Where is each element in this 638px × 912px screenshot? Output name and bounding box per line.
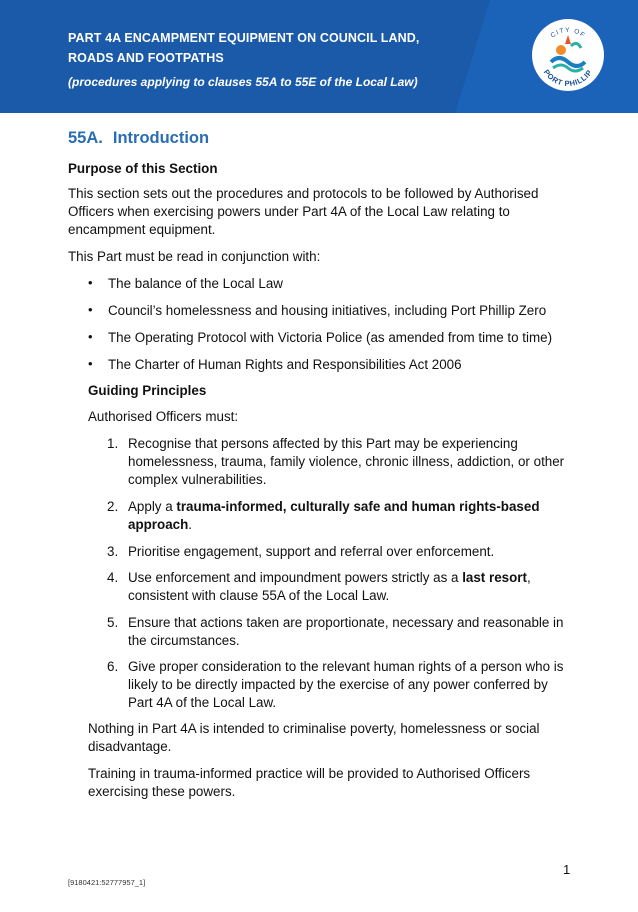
city-of-port-phillip-logo — [531, 18, 605, 92]
closing-paragraph-2-line-2: exercising these powers. — [88, 784, 236, 799]
section-title: Introduction — [112, 129, 210, 147]
closing-paragraph-1-line-1: Nothing in Part 4A is intended to criminalise poverty, homelessness or social — [88, 721, 540, 736]
principle-4-bold-text: last resort — [462, 570, 527, 585]
principle-number: 4. — [107, 570, 119, 585]
principle-6-line-1: Give proper consideration to the relevant human rights of a person who is — [128, 659, 564, 674]
header-title — [68, 28, 448, 68]
svg-text:CITY OF: CITY OF — [549, 26, 587, 40]
principle-number: 5. — [107, 615, 119, 630]
principle-5-line-1: Ensure that actions taken are proportionate, necessary and reasonable in — [128, 615, 564, 630]
principle-1-line-3: complex vulnerabilities. — [128, 472, 267, 487]
principle-6-line-2: likely to be directly impacted by the exercise of any power conferred by — [128, 677, 548, 692]
principle-number: 3. — [107, 544, 119, 559]
header-subtitle: (procedures applying to clauses 55A to 55E of the Local Law) — [68, 75, 418, 89]
purpose-heading: Purpose of this Section — [68, 161, 218, 176]
principle-5-line-2: the circumstances. — [128, 633, 240, 648]
purpose-paragraph-line-2: Officers when exercising powers under Part 4A of the Local Law relating to — [68, 204, 510, 219]
closing-paragraph-2-line-1: Training in trauma-informed practice will be provided to Authorised Officers — [88, 766, 531, 781]
bullet-item: The Operating Protocol with Victoria Police (as amended from time to time) — [108, 330, 553, 345]
header-title-line-1: PART 4A ENCAMPMENT EQUIPMENT ON COUNCIL LAND, — [68, 31, 420, 45]
conjunction-intro: This Part must be read in conjunction with: — [68, 249, 321, 264]
principle-number: 1. — [107, 436, 119, 451]
principle-1-line-2: homelessness, trauma, family violence, chronic illness, addiction, or other — [128, 454, 565, 469]
principle-1-line-1: Recognise that persons affected by this Part may be experiencing — [128, 436, 518, 451]
purpose-paragraph-line-1: This section sets out the procedures and protocols to be followed by Authorised — [68, 186, 539, 201]
principle-6-line-3: Part 4A of the Local Law. — [128, 695, 277, 710]
principle-number: 2. — [107, 499, 119, 514]
principle-4-suffix: , — [526, 570, 531, 585]
principle-item-6 — [128, 658, 573, 712]
principle-item-4 — [128, 569, 573, 605]
bullet-dot: • — [88, 275, 93, 290]
bullet-item: The Charter of Human Rights and Responsibilities Act 2006 — [108, 357, 462, 372]
section-number: 55A. — [68, 129, 103, 147]
principle-item-1 — [128, 435, 573, 489]
document-reference: [9180421:52777957_1] — [68, 878, 146, 887]
principle-3-line-1: Prioritise engagement, support and referral over enforcement. — [128, 544, 495, 559]
principle-2-bold-text-cont: approach — [128, 517, 189, 532]
bullet-dot: • — [88, 329, 93, 344]
closing-paragraph-1-line-2: disadvantage. — [88, 739, 172, 754]
purpose-paragraph-line-3: encampment equipment. — [68, 222, 216, 237]
principle-4-prefix: Use enforcement and impoundment powers strictly as a — [128, 570, 463, 585]
section-heading — [68, 129, 209, 148]
principle-item-2 — [128, 498, 573, 534]
principle-number: 6. — [107, 659, 119, 674]
bullet-item: Council’s homelessness and housing initiatives, including Port Phillip Zero — [108, 303, 547, 318]
principle-item-3 — [128, 543, 573, 561]
page-number: 1 — [563, 862, 571, 877]
principle-4-line-2: consistent with clause 55A of the Local Law. — [128, 588, 390, 603]
bullet-dot: • — [88, 356, 93, 371]
bullet-item: The balance of the Local Law — [108, 276, 283, 291]
principle-2-suffix: . — [188, 517, 193, 532]
guiding-principles-intro: Authorised Officers must: — [88, 409, 239, 424]
header-title-line-2: ROADS AND FOOTPATHS — [68, 51, 224, 65]
page-header-banner — [0, 0, 638, 113]
principle-2-bold-text: trauma-informed, culturally safe and human rights-based — [176, 499, 540, 514]
svg-text:PORT PHILLIP: PORT PHILLIP — [541, 67, 595, 89]
principle-2-prefix: Apply a — [128, 499, 177, 514]
principle-item-5 — [128, 614, 573, 650]
bullet-dot: • — [88, 302, 93, 317]
guiding-principles-heading: Guiding Principles — [88, 383, 207, 398]
